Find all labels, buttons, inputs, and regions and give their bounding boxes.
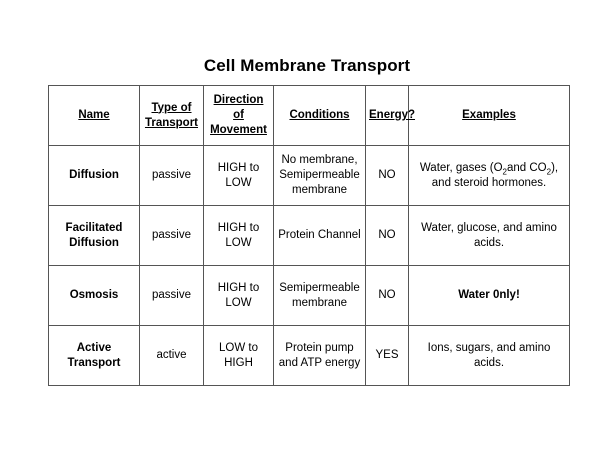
- cell-type: passive: [140, 266, 204, 326]
- cell-name: Facilitated Diffusion: [49, 206, 140, 266]
- cell-direction: LOW to HIGH: [204, 326, 274, 386]
- cell-conditions: Semipermeable membrane: [274, 266, 366, 326]
- cell-energy: NO: [366, 206, 409, 266]
- cell-examples: [409, 266, 570, 326]
- cell-energy: YES: [366, 326, 409, 386]
- transport-table: [48, 85, 570, 386]
- cell-conditions: Protein pump and ATP energy: [274, 326, 366, 386]
- table-row: [49, 206, 570, 266]
- header-row: [49, 86, 570, 146]
- cell-direction: HIGH to LOW: [204, 266, 274, 326]
- table-row: [49, 326, 570, 386]
- table-row: [49, 266, 570, 326]
- cell-energy: NO: [366, 146, 409, 206]
- cell-direction: HIGH to LOW: [204, 146, 274, 206]
- page-title: Cell Membrane Transport: [203, 56, 411, 75]
- cell-type: passive: [140, 146, 204, 206]
- examples-emphasis: Water 0nly!: [458, 289, 520, 301]
- cell-conditions: Protein Channel: [274, 206, 366, 266]
- header-type: Type of Transport: [140, 86, 204, 146]
- cell-examples: Ions, sugars, and amino acids.: [409, 326, 570, 386]
- cell-name: Osmosis: [49, 266, 140, 326]
- cell-energy: NO: [366, 266, 409, 326]
- cell-name: Active Transport: [49, 326, 140, 386]
- header-conditions: Conditions: [274, 86, 366, 146]
- header-energy: Energy?: [366, 86, 409, 146]
- header-direction: Direction of Movement: [204, 86, 274, 146]
- cell-type: passive: [140, 206, 204, 266]
- cell-type: active: [140, 326, 204, 386]
- cell-examples: Water, gases ($O_2and$ $CO_2$), and steroid hormones.: [409, 146, 570, 206]
- cell-conditions: No membrane, Semipermeable membrane: [274, 146, 366, 206]
- cell-name: Diffusion: [49, 146, 140, 206]
- cell-direction: HIGH to LOW: [204, 206, 274, 266]
- cell-examples: Water, glucose, and amino acids.: [409, 206, 570, 266]
- header-name: Name: [49, 86, 140, 146]
- table-row: [49, 146, 570, 206]
- header-examples: Examples: [409, 86, 570, 146]
